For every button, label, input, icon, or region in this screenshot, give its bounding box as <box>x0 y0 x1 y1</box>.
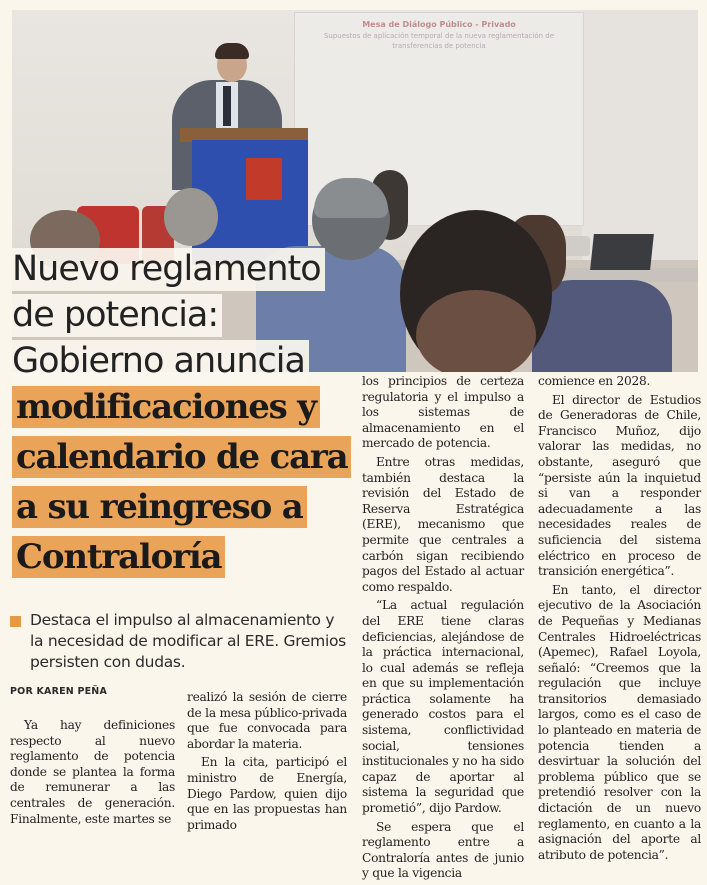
headline-highlight-line: modificaciones y <box>12 386 320 428</box>
headline-highlight-line: calendario de cara <box>12 436 351 478</box>
paragraph: En tanto, el director ejecutivo de la Asociación de Pequeñas y Medianas Centrales Hidroeléctricas (Apemec), Rafael Loyola, señaló: “Creemos que la regulación que incluye transitorios demasiado largos, como es el caso de lo planteado en materia de potencia tienden a desvirtuar la solución del problema público que se pretendió resolver con la dictación de un nuevo reglamento, en cuanto a la asignación del aporte al atributo de potencia”. <box>538 582 701 862</box>
square-bullet-icon <box>10 616 21 627</box>
paragraph: comience en 2028. <box>538 374 651 388</box>
screen-subtitle: Supuestos de aplicación temporal de la nueva reglamentación de transferencias de potencia <box>323 32 555 50</box>
headline-highlight-line: Contraloría <box>12 536 225 578</box>
paragraph: los principios de certeza regulatoria y el impulso a los sistemas de almacenamiento en el mercado de potencia. <box>362 374 524 451</box>
paragraph: “La actual regulación del ERE tiene claras deficiencias, alejándose de la práctica internacional, lo cual además se refleja en que su implementación práctica solamente ha generado costos para el sistema, conflictividad social, tensiones institucionales y no ha sido capaz de aportar al sistema la seguridad que prometió”, dijo Pardow. <box>362 598 524 816</box>
headline-line: Gobierno anuncia <box>12 340 309 383</box>
byline: POR KAREN PEÑA <box>10 686 107 697</box>
headline-highlight-line: a su reingreso a <box>12 486 307 528</box>
body-column-3 <box>362 374 524 885</box>
headline-line: de potencia: <box>12 294 222 337</box>
speaker-hair <box>215 43 249 59</box>
deck-text: Destaca el impulso al almacenamiento y la necesidad de modificar al ERE. Gremios persisten con dudas. <box>30 611 346 671</box>
screen-title: Mesa de Diálogo Público - Privado <box>362 20 516 29</box>
paragraph: realizó la sesión de cierre de la mesa público-privada que fue convocada para abordar la materia. <box>187 690 347 751</box>
photo-laptop <box>590 234 654 270</box>
photo-wall <box>582 10 698 270</box>
paragraph: Entre otras medidas, también destaca la revisión del Estado de Reserva Estratégica (ERE), mecanismo que permite que centrales a carbón sigan recibiendo pagos del Estado al actuar como respaldo. <box>362 454 524 594</box>
podium-logo <box>246 158 282 200</box>
audience-shirt <box>532 280 672 372</box>
headline <box>12 248 362 586</box>
deck <box>10 610 346 673</box>
paragraph: El director de Estudios de Generadoras de Chile, Francisco Muñoz, dijo valorar las medidas, no obstante, aseguró que “persiste aún la inquietud si van a responder adecuadamente a las necesidades reales de suficiencia del sistema eléctrico en proceso de transición energética”. <box>538 392 701 579</box>
body-column-2 <box>187 690 347 836</box>
body-column-1 <box>10 718 175 830</box>
paragraph: En la cita, participó el ministro de Energía, Diego Pardow, quien dijo que en las propuestas han primado <box>187 755 347 832</box>
paragraph: Se espera que el reglamento entre a Contraloría antes de junio y que la vigencia <box>362 819 524 881</box>
headline-line: Nuevo reglamento <box>12 248 325 291</box>
audience-neck-foreground <box>416 290 536 372</box>
body-column-4 <box>538 374 701 866</box>
audience-head <box>164 188 218 246</box>
paragraph: Ya hay definiciones respecto al nuevo reglamento de potencia donde se plantea la forma de remunerar a las centrales de generación. Finalmente, este martes se <box>10 718 175 826</box>
speaker-tie <box>223 86 231 126</box>
